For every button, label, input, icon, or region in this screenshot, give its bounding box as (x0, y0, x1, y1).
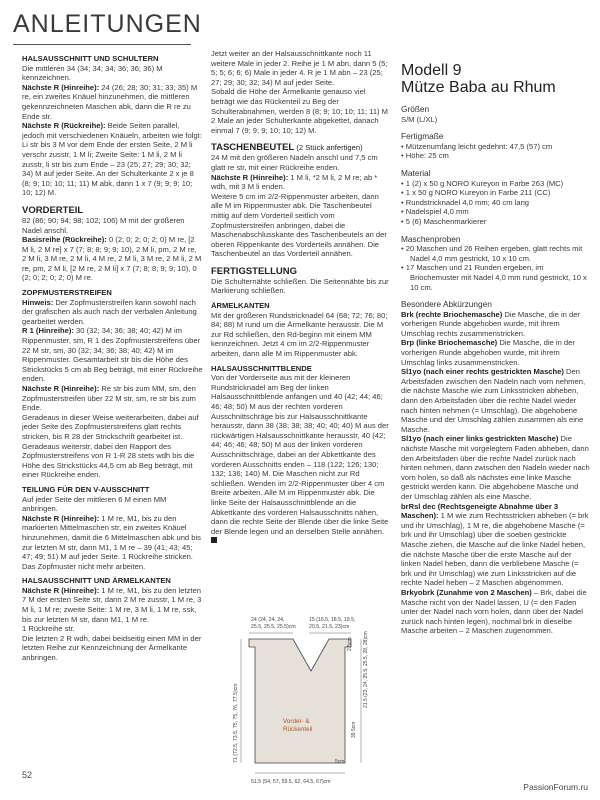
dim-top-right-2: 20.5, 21.5, 23)cm (309, 624, 350, 630)
list-item: • 1 (2) x 50 g NORO Kureyon in Farbe 263 (MC) (401, 178, 564, 188)
paragraph: 24 M mit den größeren Nadeln anschl und 7,5 cm glatt re str, mit einer Rückreihe enden. (211, 153, 378, 172)
abbr-list (401, 310, 591, 636)
paragraph: Die letzten 2 R wdh, dabei beidseitig einen MM in der letzten Reihe zur Kennzeichnung der Ärmelkante anbringen. (22, 633, 202, 663)
list-item: • 5 (6) Maschenmarkierer (401, 216, 487, 226)
section-heading: ZOPFMUSTERSTREIFEN (22, 288, 112, 298)
dim-top-left-1: 24 (24, 24, 24, (251, 617, 285, 623)
measures-heading: Fertigmaße (401, 131, 444, 142)
page-title: ANLEITUNGEN (13, 10, 202, 38)
column-2 (211, 49, 391, 546)
material-heading: Material (401, 167, 431, 178)
dim-top-right-1: 15 (16.5, 18.5, 19.5, (309, 617, 356, 623)
dim-right-4: 5cm (335, 759, 345, 765)
paragraph: Nächste R (Hinreihe): Re str bis zum MM, sm, den Zopfmusterstreifen über 22 M str, sm, re str bis zum Ende. (22, 384, 196, 413)
page-number: 52 (22, 770, 33, 780)
paragraph: 1 Rückreihe str. (22, 624, 75, 634)
column-1 (22, 49, 203, 663)
dim-right-2: 21.5 (23, 24, 25.5, 25.5, 28, 28)cm (363, 631, 369, 708)
abbreviation-entry: Brk (rechte Briochemasche) Die Masche, die in der vorherigen Runde abgehoben wurde, mit ihrem Umschlag rechts zusammenstricken. (401, 309, 580, 338)
garment-outline (249, 639, 351, 763)
dim-bottom: 51.5 (54, 57, 59.5, 62, 64.5, 67)cm (251, 779, 331, 785)
paragraph: Hinweis: Der Zopfmusterstreifen kann sowohl nach der grafischen als auch nach der verbalen Anleitung gearbeitet werden. (22, 297, 197, 326)
list-item: • 20 Maschen und 26 Reihen ergeben, glatt rechts mit Nadel 4,0 mm gestrickt, 10 x 10 cm. (401, 244, 583, 263)
column-3 (401, 49, 591, 636)
section-heading: FERTIGSTELLUNG (211, 265, 298, 277)
section-heading: VORDERTEIL (22, 204, 84, 216)
paragraph: Geradeaus in dieser Weise weiterarbeiten, dabei auf jeder Seite des Zopfmusterstreifens glatt rechts stricken, bis R 28 der Strickschrift gearbeitet ist. Geradeaus weiterstr, dabei den Rapport des Zopfmusterstreifens von R 1-R 28 stets wdh bis die Höhe des Strickstücks 44,5 cm ab Beg beträgt, mit einer Rückreihe enden. (22, 412, 199, 480)
paragraph: Von der Vorderseite aus mit der kleineren Rundstricknadel am Beg der linken Halsausschnittblende anfangen und 40 (42; 44; 46; 46; 48; 50) M aus der rechten vorderen Ausschnittschräge bis zur Halsausschnittkante herausstr, dann 38 (38; 38; 38; 40; 40; 40) M aus der rückwärtigen Halsausschnittkante herausstr, 40 (42; 44; 46; 46; 48; 50) M aus der linken vorderen Ausschnittschräge, dabei an der Abkettkante des vorderen Ausschnitts enden – 118 (122; 126; 130; 132; 136; 140) M. Die Maschen nicht zur Rd schließen. Wenden im 2/2-Rippenmuster über 4 cm Breite arbeiten. Alle M im Rippenmuster abk. Die linke Seite der Halsausschnittblende an die Abkettkante des vorderen Halsausschnitts nähen, dann die rechte Seite der Blende über die linke Seite der Blende legen und an derselben Stelle annähen. (211, 373, 391, 546)
abbreviation-entry: Sl1yo (nach einer rechts gestrickten Masche) Den Arbeitsfaden zwischen den Nadeln nach vorn nehmen, die nächste Masche wie zum Linksstricken abheben, dann den Arbeitsfaden über die rechte Nadel wieder nach hinten nehmen (= Umschlag). Die abgehobene Masche und der Umschlag zählen zusammen als eine Masche. (401, 367, 586, 434)
paragraph: Mit der größeren Rundstricknadel 64 (68; 72; 76; 80; 84; 88) M rund um die Ärmelkante herausstr. Die M zur Rd schließen, den Rd-beginn mit einem MM kennzeichnen. Jetzt 4 cm im 2/2-Rippenmuster arbeiten, dann alle M im Rippenmuster abk. (211, 310, 388, 359)
paragraph: R 1 (Hinreihe): 30 (32; 34; 36; 38; 40; 42) M im Rippenmuster, sm, R 1 des Zopfmusterstreifens über 22 M str, sm, 30 (32; 34; 36; 38; 40; 42) M im Rippenmuster. Gesamtarbeit str bis die Höhe des Strickstücks 5 cm ab Beg beträgt, mit einer Rückreihe enden. (22, 326, 203, 384)
list-item: • Nadelspiel 4,0 mm (401, 207, 469, 217)
dim-right-3: 39.5cm (351, 721, 357, 738)
paragraph: Weitere 5 cm im 2/2-Rippenmuster arbeiten, dann alle M im Rippenmuster abk. Die Taschenbeutel mittig auf dem Vorderteil seitlich vom Zopfmusterstreifen anbringen, dabei die Maschenabschlusskante des Taschenbeutels an der oberen Rippenkante des Vorderteils annähen. Die Taschenbeutel an das Vorderteil annähen. (211, 191, 387, 259)
sizes-value: S/M (L/XL) (401, 114, 438, 124)
section-heading: TEILUNG FÜR DEN V-AUSSCHNITT (22, 484, 150, 494)
paragraph: 82 (86; 90; 94; 98; 102; 106) M mit der größeren Nadel anschl. (22, 215, 185, 235)
paragraph: Auf jeder Seite der mittleren 6 M einen MM anbringen. (22, 494, 167, 514)
title-rule (13, 44, 191, 45)
paragraph: Nächste R (Hinreihe): 24 (26; 28; 30; 31; 33; 35) M re, ein zweites Knäuel hinzunehmen, die mittleren gekennzeichneten Maschen abk, dann die R re zu Ende str. (22, 82, 198, 121)
list-item: • 1 x 50 g NORO Kureyon in Farbe 211 (CC) (401, 188, 551, 198)
abbreviation-entry: Sl1yo (nach einer links gestrickten Masche) Die nächste Masche mit vorgelegtem Faden abheben, dann den Arbeitsfaden über die rechte Nadel zurück nach hinten nehmen, dann zwischen den Nadeln wieder nach vorn holen, so daß als nächstes eine linke Masche gestrickt werden kann. Die abgehobene Masche und der Umschlag zählen als eine Masche. (401, 434, 590, 501)
end-square-icon (211, 537, 217, 543)
section-heading: HALSAUSSCHNITTBLENDE (211, 363, 312, 373)
section-heading: HALSAUSSCHNITT UND ÄRMELKANTEN (22, 576, 171, 586)
inner-label-1: Vorder- & (283, 718, 310, 725)
paragraph: Nächste R (Hinreihe): 1 M re, M1, bis zu den markierten Mittelmaschen str, ein zweites Knäuel hinzunehmen, damit die 6 Mittelmaschen abk und bis zur letzten M str, dann M1, 1 M re – 39 (41; 43; 45; 47; 49; 51) M auf jeder Seite. 1 Rückreihe stricken. Das Zopfmuster nicht mehr arbeiten. (22, 513, 201, 571)
sizes-heading: Größen (401, 104, 430, 114)
paragraph: Sobald die Höhe der Ärmelkante genauso viel beträgt wie das Rückenteil zu Beg der Schulterabnahmen, werden 8 (8; 9; 10; 10; 11; 11) M 2 Male an jeder Schulterkante abgekettet, danach einmal 7 (9; 9; 9; 10; 10; 12) M. (211, 87, 389, 135)
paragraph: Nächste R (Hinreihe): 1 M li, *2 M li, 2 M re; ab * wdh, mit 3 M li enden. (211, 172, 378, 192)
abbreviation-entry: Brp (linke Briochemasche) Die Masche, die in der vorherigen Runde abgehoben wurde, mit ihrem Umschlag links zusammenstricken. (401, 338, 575, 367)
dim-left: 71 (72.5, 73.5, 75, 75, 76, 77.5)cm (233, 683, 239, 763)
paragraph: Nächste R (Hinreihe): 1 M re, M1, bis zu den letzten 7 M der ersten Seite str, dann 2 M re zusstr, 1 M re, 3 M li, 1 M re; zweite Seite: 1 M re, 3 M li, 1 M re, ssk, bis zur letzten M str, dann M1, 1 M re. (22, 585, 202, 624)
abbreviation-entry: Brkyobrk (Zunahme von 2 Maschen) – Brk, dabei die Masche nicht von der Nadel lassen, U (= den Faden unter der Nadel nach vorn holen, dann über der Nadel zurück nach hinten legen), nochmal brk in dieselbe Masche arbeiten – 2 Maschen zugenommen. (401, 587, 587, 636)
model-title: Modell 9 Mütze Baba au Rhum (401, 62, 556, 96)
dim-right-1: 2.5cm (347, 637, 353, 651)
gauge-heading: Maschenproben (401, 233, 461, 244)
paragraph: Die Schulternähte schließen. Die Seitennähte bis zur Markierung schließen. (211, 276, 389, 296)
gauge-list (401, 244, 591, 292)
section-heading: TASCHENBEUTEL (2 Stück anfertigen) (211, 142, 363, 154)
inner-label-2: Rückenteil (283, 726, 313, 733)
section-heading: ÄRMELKANTEN (211, 301, 270, 311)
watermark: PassionForum.ru (523, 782, 588, 792)
list-item: • Höhe: 25 cm (401, 151, 449, 161)
list-item: • 17 Maschen und 21 Runden ergeben, im Briochemuster mit Nadel 4,0 mm rund gestrickt, 10 x 10 cm. (401, 263, 587, 292)
material-list (401, 179, 591, 227)
measures-list (401, 142, 591, 161)
paragraph: Die mittleren 34 (34; 34; 34; 36; 36; 36) M kennzeichnen. (22, 63, 163, 83)
list-item: • Mützenumfang leicht gedehnt: 47,5 (57) cm (401, 141, 553, 151)
abbreviation-entry: brRsl dec (Rechtsgeneigte Abnahme über 3 Maschen): 1 M wie zum Rechtsstricken abheben (= brk und ihr Umschlag), 1 M re, die abgehobene Masche (= brk und ihr Umschlag) über die soeben gestrickte Masche ziehen, die Masche auf die linke Nadel heben, die nächste Masche über die erste Masche auf der linken Nadel heben, dann die verbliebene Masche (= brk und ihr Umschlag) wie zum Linksstricken auf die rechte Nadel heben – 2 Maschen abgenommen. (401, 501, 589, 588)
dim-top-left-2: 25.5, 25.5, 25.5)cm (251, 624, 296, 630)
schematic-diagram (211, 613, 391, 788)
list-item: • Rundstricknadel 4,0 mm; 40 cm lang (401, 197, 530, 207)
section-heading: HALSAUSSCHNITT UND SCHULTERN (22, 54, 159, 63)
paragraph: Nächste R (Rückreihe): Beide Seiten parallel, jedoch mit verschiedenen Knäueln, arbeiten wie folgt: Li str bis 3 M vor dem Ende der ersten Seite, 2 M li verschr zusstr, 1 M li; Zweite Seite: 1 M li, 2 M li zusstr, li str bis zum Ende – 23 (25; 27; 29; 30; 32; 34) M auf jeder Seite. An der Schulterkante 2 x je 8 (8; 9; 10; 10; 11; 11) M abk, dann 1 x 7 (9; 9; 9; 10; 10; 12) M. (22, 121, 202, 198)
paragraph: Jetzt weiter an der Halsausschnittkante noch 11 weitere Male in jeder 2. Reihe je 1 M abn, dann 5 (5; 5; 5; 6; 6; 6) Male in jeder 4. R je 1 M abn – 23 (25; 27; 29; 30; 32; 34) M auf jeder Seite. (211, 49, 388, 87)
abbr-heading: Besondere Abkürzungen (401, 299, 492, 310)
paragraph: Basisreihe (Rückreihe): 0 (2; 0; 2; 0; 2; 0) M re, [2 M li, 2 M re] x 7 (7; 8; 8; 9; 9; 10), 2 M li, pm, 2 M re, 2 M li, 3 M re, 2 M li, 4 M re, 2 M li, 3 M re, 2 M li, 2 M re, pm, 2 M li, [2 M re, 2 M li] x 7 (7; 8; 8; 9; 9; 10), 0 (2; 0; 2; 0; 2; 0) M re. (22, 235, 202, 283)
